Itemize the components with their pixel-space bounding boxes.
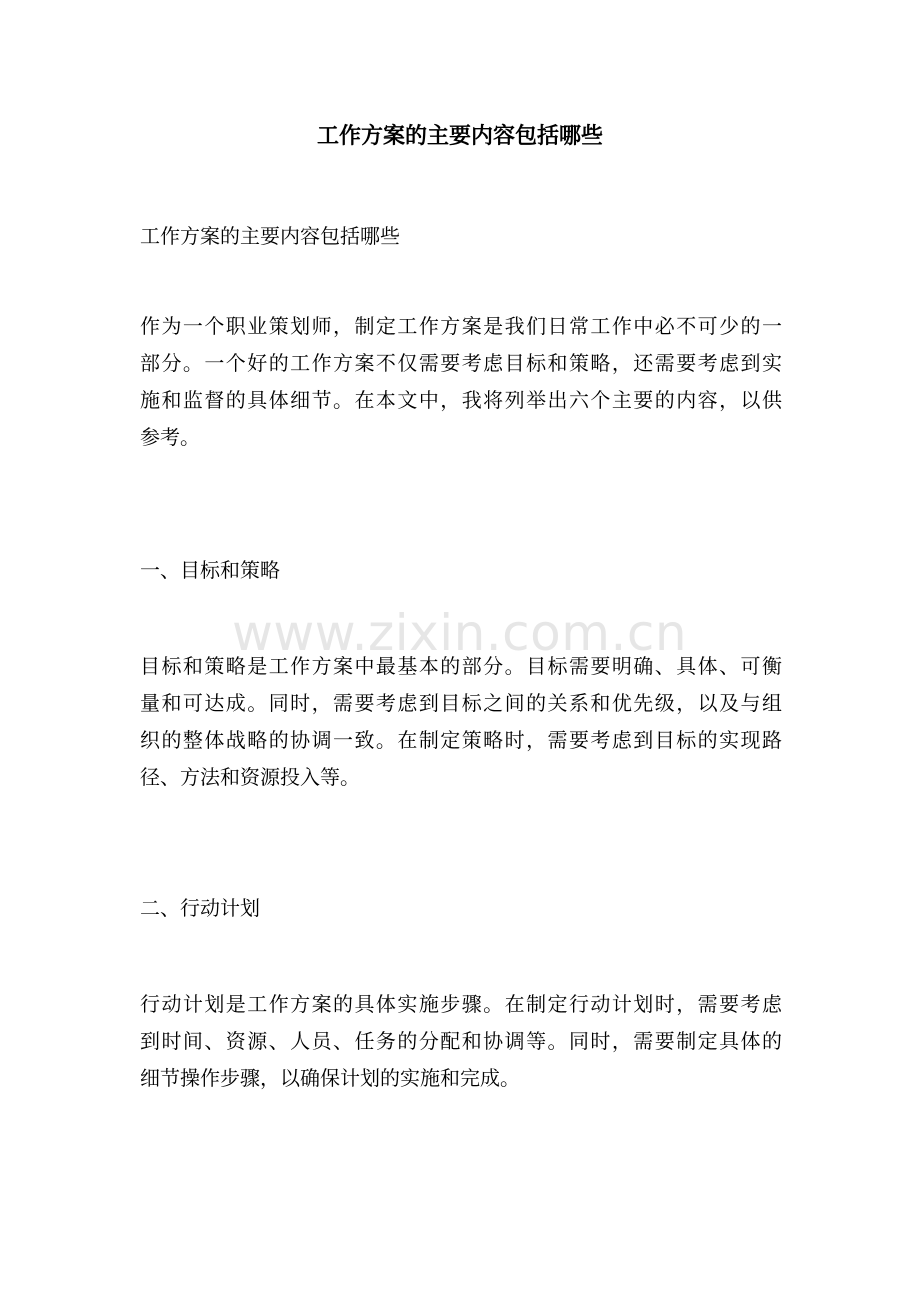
subtitle-text: 工作方案的主要内容包括哪些 [140,224,400,248]
paragraph-line: 径、方法和资源投入等。 [140,765,360,789]
paragraph-line: 到时间、资源、人员、任务的分配和协调等。同时，需要制定具体的 [140,1029,782,1053]
intro-paragraph [140,308,782,456]
paragraph-line: 织的整体战略的协调一致。在制定策略时，需要考虑到目标的实现路 [140,728,782,752]
document-title: 工作方案的主要内容包括哪些 [316,123,603,149]
paragraph-line: 施和监督的具体细节。在本文中，我将列举出六个主要的内容，以供 [140,388,782,412]
section-body-goals [140,648,782,796]
document-subtitle [140,218,782,255]
section-heading-text: 二、行动计划 [140,896,260,920]
paragraph-line: 目标和策略是工作方案中最基本的部分。目标需要明确、具体、可衡 [140,654,782,678]
section-heading-action-plan [140,890,782,927]
paragraph-line: 量和可达成。同时，需要考虑到目标之间的关系和优先级，以及与组 [140,691,782,715]
paragraph-line: 细节操作步骤，以确保计划的实施和完成。 [140,1066,520,1090]
section-heading-goals [140,552,782,589]
paragraph-line: 参考。 [140,425,200,449]
paragraph-line: 行动计划是工作方案的具体实施步骤。在制定行动计划时，需要考虑 [140,992,782,1016]
paragraph-line: 部分。一个好的工作方案不仅需要考虑目标和策略，还需要考虑到实 [140,351,782,375]
section-body-action-plan [140,986,782,1097]
section-heading-text: 一、目标和策略 [140,558,280,582]
watermark-text: www.zixin.com.cn [232,604,688,662]
paragraph-line: 作为一个职业策划师，制定工作方案是我们日常工作中必不可少的一 [140,314,782,338]
